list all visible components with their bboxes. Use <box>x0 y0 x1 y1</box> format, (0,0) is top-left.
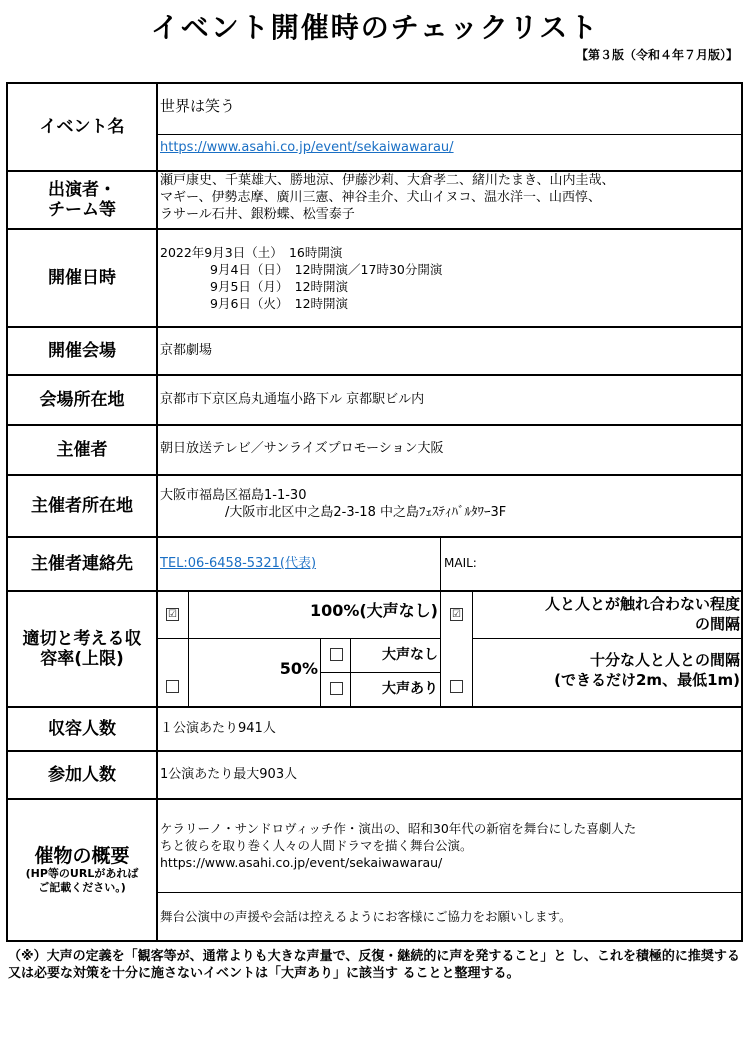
summary-note: 舞台公演中の声援や会話は控えるようにお客様にご協力をお願いします。 <box>160 909 572 924</box>
distance-touch-label: 人と人とが触れ合わない程度 の間隔 <box>544 595 740 633</box>
loud-none-checkbox[interactable] <box>330 648 343 661</box>
event-url-link[interactable]: https://www.asahi.co.jp/event/sekaiwawarau/ <box>160 140 454 155</box>
organizer-label: 主催者 <box>56 439 108 460</box>
venue-address-value: 京都市下京区烏丸通塩小路下ル 京都駅ビル内 <box>160 392 425 407</box>
performers-value: 瀬戸康史、千葉雄大、勝地涼、伊藤沙莉、大倉孝二、緒川たまき、山内圭哉、 マギー、伊勢志摩、廣川三憲、神谷圭介、犬山イヌコ、温水洋一、山西惇、 ラサール石井、銀粉蝶、松雪泰子 <box>160 173 615 222</box>
loud-none-label: 大声なし <box>382 647 438 663</box>
divider <box>472 590 473 706</box>
footnote: （※）大声の定義を「観客等が、通常よりも大きな声量で、反復・継続的に声を発すること」と し、これを積極的に推奨する又は必要な対策を十分に施さないイベントは「大声あり」に該当す ることと整理する。 <box>8 949 740 981</box>
summary-label-block <box>8 800 156 940</box>
venue-value: 京都劇場 <box>160 343 213 358</box>
contact-mail-label: MAIL: <box>444 556 477 570</box>
dates-value: 2022年9月3日（土） 16時開演 9月4日（日） 12時開演／17時30分開演 9月5日（月） 12時開演 9月6日（火） 12時開演 <box>160 245 443 311</box>
page-title: イベント開催時のチェックリスト <box>150 11 600 44</box>
distance-ample-checkbox[interactable] <box>450 680 463 693</box>
divider <box>156 134 741 135</box>
dates-label: 開催日時 <box>48 267 116 288</box>
distance-ample-label: 十分な人と人との間隔 (できるだけ2m、最低1m) <box>554 651 740 689</box>
organizer-value: 朝日放送テレビ／サンライズプロモーション大阪 <box>160 441 444 456</box>
attendance-value: 1公演あたり最大903人 <box>160 767 298 782</box>
divider <box>320 672 440 673</box>
summary-sublabel: (HP等のURLがあれば ご記載ください。) <box>25 867 139 895</box>
summary-label: 催物の概要 <box>34 844 130 867</box>
checklist-table <box>6 82 743 942</box>
capacity-50-label: 50% <box>279 659 318 678</box>
divider <box>440 536 441 590</box>
capacity-value: １公演あたり941人 <box>160 721 276 736</box>
capacity-50-checkbox[interactable] <box>166 680 179 693</box>
capacity-label: 収容人数 <box>48 718 116 739</box>
divider <box>440 590 441 706</box>
contact-tel-link[interactable]: TEL:06-6458-5321(代表) <box>160 556 317 571</box>
event-name-label: イベント名 <box>39 116 125 137</box>
contact-label: 主催者連絡先 <box>31 553 133 574</box>
attendance-label: 参加人数 <box>48 764 116 785</box>
column-divider <box>156 84 158 940</box>
capacity-rate-label: 適切と考える収 容率(上限) <box>22 628 142 669</box>
loud-yes-checkbox[interactable] <box>330 682 343 695</box>
distance-touch-checkbox[interactable]: ☑ <box>450 608 463 621</box>
version-label: 【第３版（令和４年７月版）】 <box>575 48 738 62</box>
event-name-value: 世界は笑う <box>160 97 236 115</box>
capacity-100-label: 100%(大声なし) <box>309 601 438 620</box>
capacity-100-checkbox[interactable]: ☑ <box>166 608 179 621</box>
performers-label: 出演者・ チーム等 <box>48 179 116 220</box>
summary-value: ケラリーノ・サンドロヴィッチ作・演出の、昭和30年代の新宿を舞台にした喜劇人た ちと彼らを取り巻く人々の人間ドラマを描く舞台公演。 https://www.asahi.co.jp/event/sekaiwawarau/ <box>160 821 637 870</box>
loud-yes-label: 大声あり <box>382 681 438 697</box>
divider <box>156 892 741 893</box>
divider <box>472 638 741 639</box>
organizer-address-label: 主催者所在地 <box>31 495 133 516</box>
venue-label: 開催会場 <box>48 340 116 361</box>
divider <box>156 638 440 639</box>
organizer-address-value: 大阪市福島区福島1-1-30 /大阪市北区中之島2-3-18 中之島ﾌｪｽﾃｨﾊﾞﾙﾀﾜｰ3F <box>160 488 507 520</box>
venue-address-label: 会場所在地 <box>39 389 125 410</box>
